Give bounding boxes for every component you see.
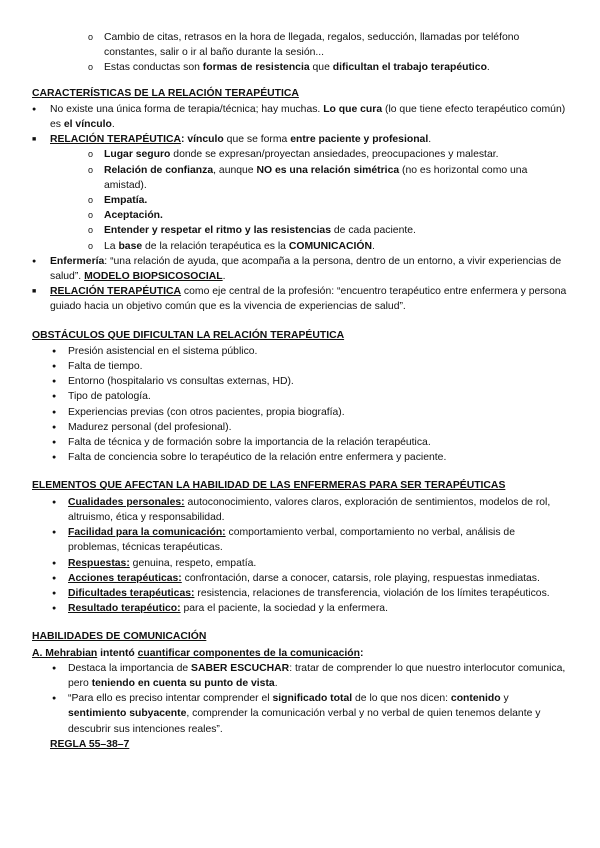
list-item: o Relación de confianza, aunque NO es una relación simétrica (no es horizontal como una amistad). xyxy=(32,163,568,193)
list-item: ● Cualidades personales: autoconocimiento, valores claros, exploración de sentimientos, modelos de rol, altruismo, ética y responsabilidad. xyxy=(32,495,568,525)
list-item: ● Falta de tiempo. xyxy=(32,359,568,374)
list-item: o Estas conductas son formas de resistencia que dificultan el trabajo terapéutico. xyxy=(32,60,568,75)
list-item: o Aceptación. xyxy=(32,208,568,223)
list-item: ● Falta de conciencia sobre lo terapéutico de la relación entre enfermera y paciente. xyxy=(32,450,568,465)
list-item: o Empatía. xyxy=(32,193,568,208)
list-item: ● Presión asistencial en el sistema público. xyxy=(32,344,568,359)
mehrabian-subheading: A. Mehrabian intentó cuantificar componentes de la comunicación: xyxy=(32,647,364,659)
list-item: ● Respuestas: genuina, respeto, empatía. xyxy=(32,556,568,571)
caracteristicas-list-4 xyxy=(32,284,568,314)
section-heading-obstaculos: OBSTÁCULOS QUE DIFICULTAN LA RELACIÓN TERAPÉUTICA xyxy=(32,329,345,341)
caracteristicas-list-3 xyxy=(32,254,568,284)
section-heading-habilidades: HABILIDADES DE COMUNICACIÓN xyxy=(32,631,207,643)
list-item: o Lugar seguro donde se expresan/proyectan ansiedades, preocupaciones y malestar. xyxy=(32,147,568,162)
list-item: ● Madurez personal (del profesional). xyxy=(32,420,568,435)
list-item: ● No existe una única forma de terapia/técnica; hay muchas. Lo que cura (lo que tiene efecto terapéutico común) es el vínculo. xyxy=(32,102,568,132)
list-item: ● Acciones terapéuticas: confrontación, darse a conocer, catarsis, role playing, respuestas inmediatas. xyxy=(32,571,568,586)
list-item: ● “Para ello es preciso intentar comprender el significado total de lo que nos dicen: contenido y sentimiento subyacente, comprender la comunicación verbal y no verbal de quien tenemos delante y descubrir sus intenciones reales”. xyxy=(32,691,568,737)
list-item: o La base de la relación terapéutica es la COMUNICACIÓN. xyxy=(32,239,568,254)
intro-sublist xyxy=(32,30,568,76)
elementos-list xyxy=(32,495,568,617)
list-item: ● Destaca la importancia de SABER ESCUCHAR: tratar de comprender lo que nuestro interlocutor comunica, pero teniendo en cuenta su punto de vista. xyxy=(32,661,568,691)
list-item: ● Dificultades terapéuticas: resistencia, relaciones de transferencia, violación de los límites terapéuticos. xyxy=(32,586,568,601)
habilidades-list xyxy=(32,661,568,737)
list-item: ● Resultado terapéutico: para el paciente, la sociedad y la enfermera. xyxy=(32,601,568,616)
caracteristicas-list-2 xyxy=(32,132,568,147)
list-item: o Cambio de citas, retrasos en la hora de llegada, regalos, seducción, llamadas por teléfono constantes, salir o ir al baño durante la sesión... xyxy=(32,30,568,60)
list-item: ● Experiencias previas (con otros pacientes, propia biografía). xyxy=(32,405,568,420)
list-item: ■ RELACIÓN TERAPÉUTICA: vínculo que se forma entre paciente y profesional. xyxy=(32,132,568,147)
section-heading-elementos: ELEMENTOS QUE AFECTAN LA HABILIDAD DE LAS ENFERMERAS PARA SER TERAPÉUTICAS xyxy=(32,480,506,492)
section-heading-caracteristicas: CARACTERÍSTICAS DE LA RELACIÓN TERAPÉUTICA xyxy=(32,87,299,99)
caracteristicas-list xyxy=(32,102,568,132)
list-item: ● Tipo de patología. xyxy=(32,389,568,404)
obstaculos-list xyxy=(32,344,568,466)
relacion-terapeutica-sublist xyxy=(32,147,568,253)
list-item: ■ RELACIÓN TERAPÉUTICA como eje central de la profesión: “encuentro terapéutico entre enfermera y persona guiado hacia un objetivo común que es la vivencia de experiencias de salud”. xyxy=(32,284,568,314)
list-item: ● Falta de técnica y de formación sobre la importancia de la relación terapéutica. xyxy=(32,435,568,450)
list-item: ● Entorno (hospitalario vs consultas externas, HD). xyxy=(32,374,568,389)
list-item: ● Facilidad para la comunicación: comportamiento verbal, comportamiento no verbal, análisis de problemas, técnicas terapéuticas. xyxy=(32,525,568,555)
list-item: o Entender y respetar el ritmo y las resistencias de cada paciente. xyxy=(32,223,568,238)
list-item: ● Enfermería: “una relación de ayuda, que acompaña a la persona, dentro de un entorno, a vivir experiencias de salud”. MODELO BIOPSICOSOCIAL. xyxy=(32,254,568,284)
regla-heading: REGLA 55–38–7 xyxy=(50,738,130,750)
